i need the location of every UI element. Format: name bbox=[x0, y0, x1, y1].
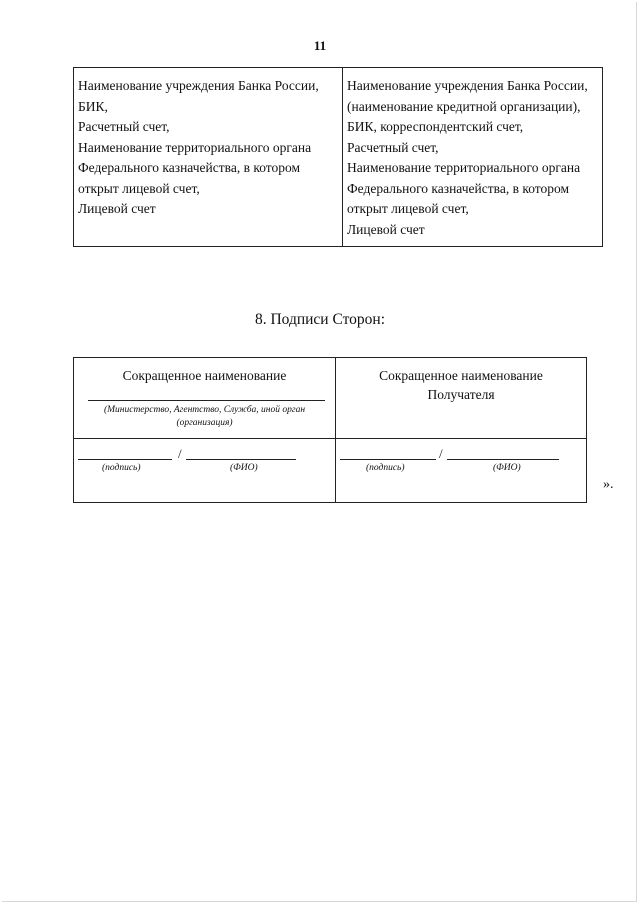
left-party-note: (Министерство, Агентство, Служба, иной орган (организация) bbox=[103, 405, 306, 428]
signature-header-left bbox=[74, 358, 336, 439]
signature-slash: / bbox=[439, 446, 443, 461]
section-title: 8. Подписи Сторон: bbox=[254, 311, 386, 328]
signature-line[interactable] bbox=[340, 459, 436, 460]
table-row bbox=[74, 439, 587, 503]
signature-label: (подпись) bbox=[102, 463, 141, 473]
bank-detail-line: Наименование территориального органа bbox=[347, 160, 581, 175]
bank-detail-line: Расчетный счет, bbox=[78, 119, 170, 134]
bank-detail-line: Расчетный счет, bbox=[347, 139, 439, 155]
bank-detail-line: БИК, bbox=[78, 98, 108, 114]
name-line[interactable] bbox=[447, 459, 559, 460]
signature-cell-left bbox=[74, 439, 336, 503]
left-party-title: Сокращенное наименование bbox=[122, 368, 287, 383]
bank-detail-line: открыт лицевой счет, bbox=[347, 201, 469, 216]
bank-details-left-cell bbox=[74, 68, 343, 247]
bank-detail-line: Наименование территориального органа bbox=[78, 139, 312, 155]
right-party-title bbox=[336, 358, 586, 404]
bank-details-right-cell bbox=[343, 68, 603, 247]
signature-cell-right bbox=[336, 439, 587, 503]
bank-detail-line: Федерального казначейства, в котором bbox=[347, 180, 570, 196]
name-label: (ФИО) bbox=[493, 463, 521, 473]
signature-header-right bbox=[336, 358, 587, 439]
bank-detail-line: Федерального казначейства, в котором bbox=[78, 160, 301, 175]
bank-detail-line: Лицевой счет bbox=[78, 201, 156, 216]
signature-slash: / bbox=[178, 446, 182, 461]
right-party-title-line1: Сокращенное наименование bbox=[379, 368, 543, 383]
bank-details-table bbox=[73, 67, 603, 247]
bank-detail-line: (наименование кредитной организации), bbox=[347, 98, 581, 114]
bank-detail-line: Лицевой счет bbox=[347, 221, 425, 237]
table-row bbox=[74, 358, 587, 439]
signature-label: (подпись) bbox=[366, 463, 405, 473]
table-row bbox=[74, 68, 603, 247]
left-party-underline bbox=[88, 400, 325, 401]
closing-quote: ». bbox=[603, 477, 614, 492]
name-label: (ФИО) bbox=[230, 463, 258, 473]
bank-detail-line: Наименование учреждения Банка России, bbox=[347, 78, 588, 93]
page-number: 11 bbox=[313, 38, 327, 53]
bank-detail-line: Наименование учреждения Банка России, bbox=[78, 78, 319, 93]
bank-detail-line: БИК, корреспондентский счет, bbox=[347, 119, 524, 134]
signatures-table bbox=[73, 357, 587, 503]
right-party-title-line2: Получателя bbox=[427, 387, 495, 402]
bank-detail-line: открыт лицевой счет, bbox=[78, 180, 200, 196]
name-line[interactable] bbox=[186, 459, 296, 460]
signature-line[interactable] bbox=[78, 459, 172, 460]
